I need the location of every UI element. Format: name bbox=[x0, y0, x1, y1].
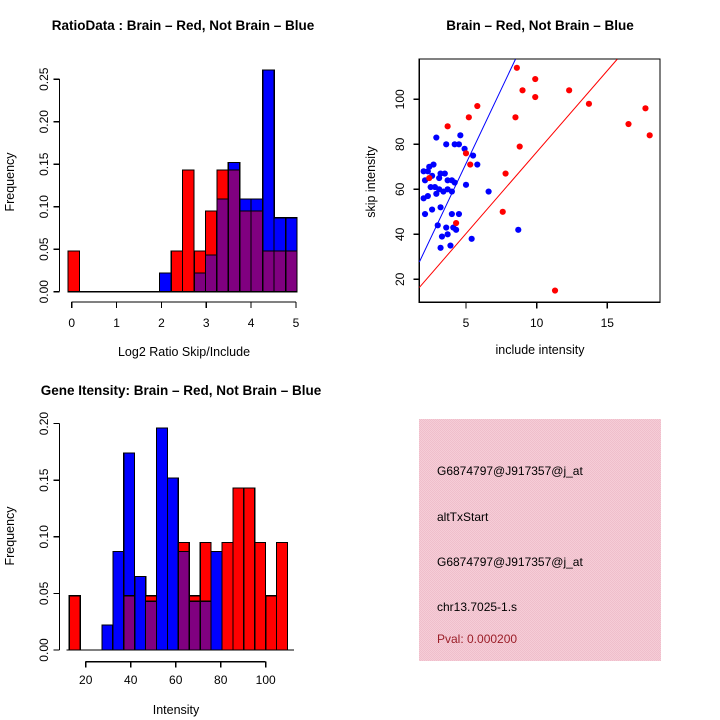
scatter-point-blue bbox=[421, 195, 427, 201]
hist-bar-overlap bbox=[263, 251, 274, 292]
gene-info-panel bbox=[419, 419, 661, 661]
scatter-point-red bbox=[512, 114, 518, 120]
scatter-point-blue bbox=[422, 211, 428, 217]
hist-bar-overlap bbox=[251, 211, 262, 292]
hist-bar-red bbox=[233, 488, 244, 650]
hist-bar-overlap bbox=[124, 596, 135, 650]
intensity-scatter-plot bbox=[393, 59, 660, 330]
scatter-point-blue bbox=[429, 206, 435, 212]
x-tick-label: 3 bbox=[202, 316, 210, 330]
x-tick-label: 40 bbox=[124, 673, 138, 687]
hist-bar-red bbox=[222, 542, 233, 650]
hist-bar-blue bbox=[113, 552, 124, 650]
scatter-point-blue bbox=[433, 134, 439, 140]
y-tick-label: 0.20 bbox=[37, 411, 51, 436]
y-tick-label: 0.20 bbox=[37, 110, 51, 134]
hist-bar-red bbox=[277, 542, 288, 650]
gene-hist-xlabel: Intensity bbox=[152, 703, 200, 717]
scatter-point-blue bbox=[515, 227, 521, 233]
scatter-point-red bbox=[517, 143, 523, 149]
x-tick-label: 20 bbox=[79, 673, 93, 687]
hist-bar-blue bbox=[135, 576, 146, 650]
y-tick-label: 40 bbox=[393, 227, 407, 241]
hist-bar-blue bbox=[157, 428, 168, 650]
scatter-point-blue bbox=[439, 233, 445, 239]
ratio-hist-xlabel: Log2 Ratio Skip/Include bbox=[117, 345, 251, 359]
scatter-point-blue bbox=[457, 132, 463, 138]
scatter-point-red bbox=[532, 76, 538, 82]
hist-bar-overlap bbox=[217, 199, 228, 292]
x-tick-label: 100 bbox=[255, 673, 276, 687]
y-tick-label: 80 bbox=[393, 137, 407, 151]
hist-bar-blue bbox=[160, 273, 171, 292]
scatter-point-red bbox=[552, 287, 558, 293]
y-tick-label: 0.10 bbox=[37, 525, 51, 549]
scatter-point-blue bbox=[449, 211, 455, 217]
scatter-point-blue bbox=[436, 175, 442, 181]
ratio-hist-ylabel: Frequency bbox=[3, 152, 17, 212]
scatter-point-red bbox=[625, 121, 631, 127]
y-tick-label: 0.05 bbox=[37, 237, 51, 261]
hist-bar-blue bbox=[102, 625, 113, 650]
scatter-point-red bbox=[426, 175, 432, 181]
hist-bar-overlap bbox=[228, 170, 239, 292]
scatter-point-blue bbox=[486, 188, 492, 194]
locus-line: chr13.7025-1.s bbox=[437, 600, 518, 614]
event-type-line: altTxStart bbox=[437, 510, 489, 524]
scatter-point-blue bbox=[474, 161, 480, 167]
hist-bar-overlap bbox=[205, 255, 216, 292]
scatter-point-blue bbox=[443, 224, 449, 230]
x-tick-label: 10 bbox=[529, 316, 544, 330]
y-tick-label: 20 bbox=[393, 272, 407, 286]
y-tick-label: 0.05 bbox=[37, 581, 51, 606]
hist-bar-red bbox=[69, 596, 80, 650]
scatter-title: Brain – Red, Not Brain – Blue bbox=[446, 18, 634, 33]
scatter-point-red bbox=[453, 220, 459, 226]
y-tick-label: 0.15 bbox=[37, 152, 51, 176]
scatter-point-blue bbox=[456, 211, 462, 217]
scatter-point-blue bbox=[449, 188, 455, 194]
scatter-point-red bbox=[467, 161, 473, 167]
hist-bar-red bbox=[183, 170, 194, 292]
x-tick-label: 4 bbox=[247, 316, 255, 330]
hist-bar-overlap bbox=[274, 251, 285, 292]
y-tick-label: 0.25 bbox=[37, 67, 51, 91]
x-tick-label: 5 bbox=[292, 316, 300, 330]
x-tick-label: 0 bbox=[68, 316, 76, 330]
y-tick-label: 0.10 bbox=[37, 195, 51, 219]
scatter-point-blue bbox=[469, 236, 475, 242]
hist-bar-overlap bbox=[194, 273, 205, 292]
scatter-point-red bbox=[514, 65, 520, 71]
y-tick-label: 100 bbox=[393, 89, 407, 110]
scatter-point-red bbox=[532, 94, 538, 100]
scatter-point-red bbox=[586, 101, 592, 107]
scatter-point-blue bbox=[445, 231, 451, 237]
gene-histogram-plot bbox=[37, 412, 294, 687]
x-tick-label: 80 bbox=[214, 673, 228, 687]
pval-line: Pval: 0.000200 bbox=[437, 632, 518, 646]
x-tick-label: 60 bbox=[169, 673, 183, 687]
x-tick-label: 2 bbox=[158, 316, 165, 330]
scatter-point-red bbox=[566, 87, 572, 93]
scatter-point-blue bbox=[437, 204, 443, 210]
scatter-point-blue bbox=[470, 152, 476, 158]
scatter-point-blue bbox=[437, 245, 443, 251]
hist-bar-red bbox=[255, 542, 266, 650]
hist-bar-overlap bbox=[146, 601, 157, 650]
hist-bar-red bbox=[171, 251, 182, 292]
probe-id-line-2: G6874797@J917357@j_at bbox=[437, 555, 583, 569]
x-tick-label: 15 bbox=[600, 316, 614, 330]
scatter-point-blue bbox=[435, 222, 441, 228]
y-tick-label: 60 bbox=[393, 182, 407, 196]
probe-id-line: G6874797@J917357@j_at bbox=[437, 464, 583, 478]
scatter-ylabel: skip intensity bbox=[364, 146, 378, 218]
scatter-point-red bbox=[466, 114, 472, 120]
fit-line-red bbox=[419, 59, 617, 287]
scatter-point-red bbox=[647, 132, 653, 138]
y-tick-label: 0.00 bbox=[37, 280, 51, 304]
hist-bar-red bbox=[266, 596, 277, 650]
scatter-point-blue bbox=[442, 170, 448, 176]
scatter-point-blue bbox=[452, 179, 458, 185]
hist-bar-overlap bbox=[189, 601, 200, 650]
hist-bar-overlap bbox=[240, 211, 251, 292]
x-tick-label: 5 bbox=[462, 316, 470, 330]
ratio-hist-title: RatioData : Brain – Red, Not Brain – Blue bbox=[51, 18, 315, 33]
scatter-point-red bbox=[519, 87, 525, 93]
scatter-point-blue bbox=[433, 191, 439, 197]
scatter-point-red bbox=[502, 170, 508, 176]
scatter-point-blue bbox=[456, 141, 462, 147]
hist-bar-overlap bbox=[200, 601, 211, 650]
hist-bar-red bbox=[68, 251, 79, 292]
hist-bar-blue bbox=[211, 552, 222, 650]
scatter-point-blue bbox=[463, 182, 469, 188]
scatter-point-blue bbox=[443, 141, 449, 147]
scatter-point-blue bbox=[447, 242, 453, 248]
scatter-xlabel: include intensity bbox=[495, 343, 585, 357]
x-tick-label: 1 bbox=[113, 316, 120, 330]
gene-hist-ylabel: Frequency bbox=[3, 506, 17, 566]
scatter-point-blue bbox=[453, 227, 459, 233]
y-tick-label: 0.00 bbox=[37, 638, 51, 662]
hist-bar-overlap bbox=[286, 251, 297, 292]
hist-bar-red bbox=[244, 488, 255, 650]
hist-bar-overlap bbox=[178, 552, 189, 650]
gene-hist-title: Gene Itensity: Brain – Red, Not Brain – Blue bbox=[40, 383, 322, 398]
scatter-point-red bbox=[463, 150, 469, 156]
scatter-point-red bbox=[474, 103, 480, 109]
scatter-point-red bbox=[642, 105, 648, 111]
scatter-point-red bbox=[500, 209, 506, 215]
scatter-point-red bbox=[445, 123, 451, 129]
scatter-point-blue bbox=[421, 168, 427, 174]
y-tick-label: 0.15 bbox=[37, 468, 51, 492]
ratio-histogram-plot bbox=[37, 67, 300, 330]
hist-bar-blue bbox=[167, 478, 178, 650]
